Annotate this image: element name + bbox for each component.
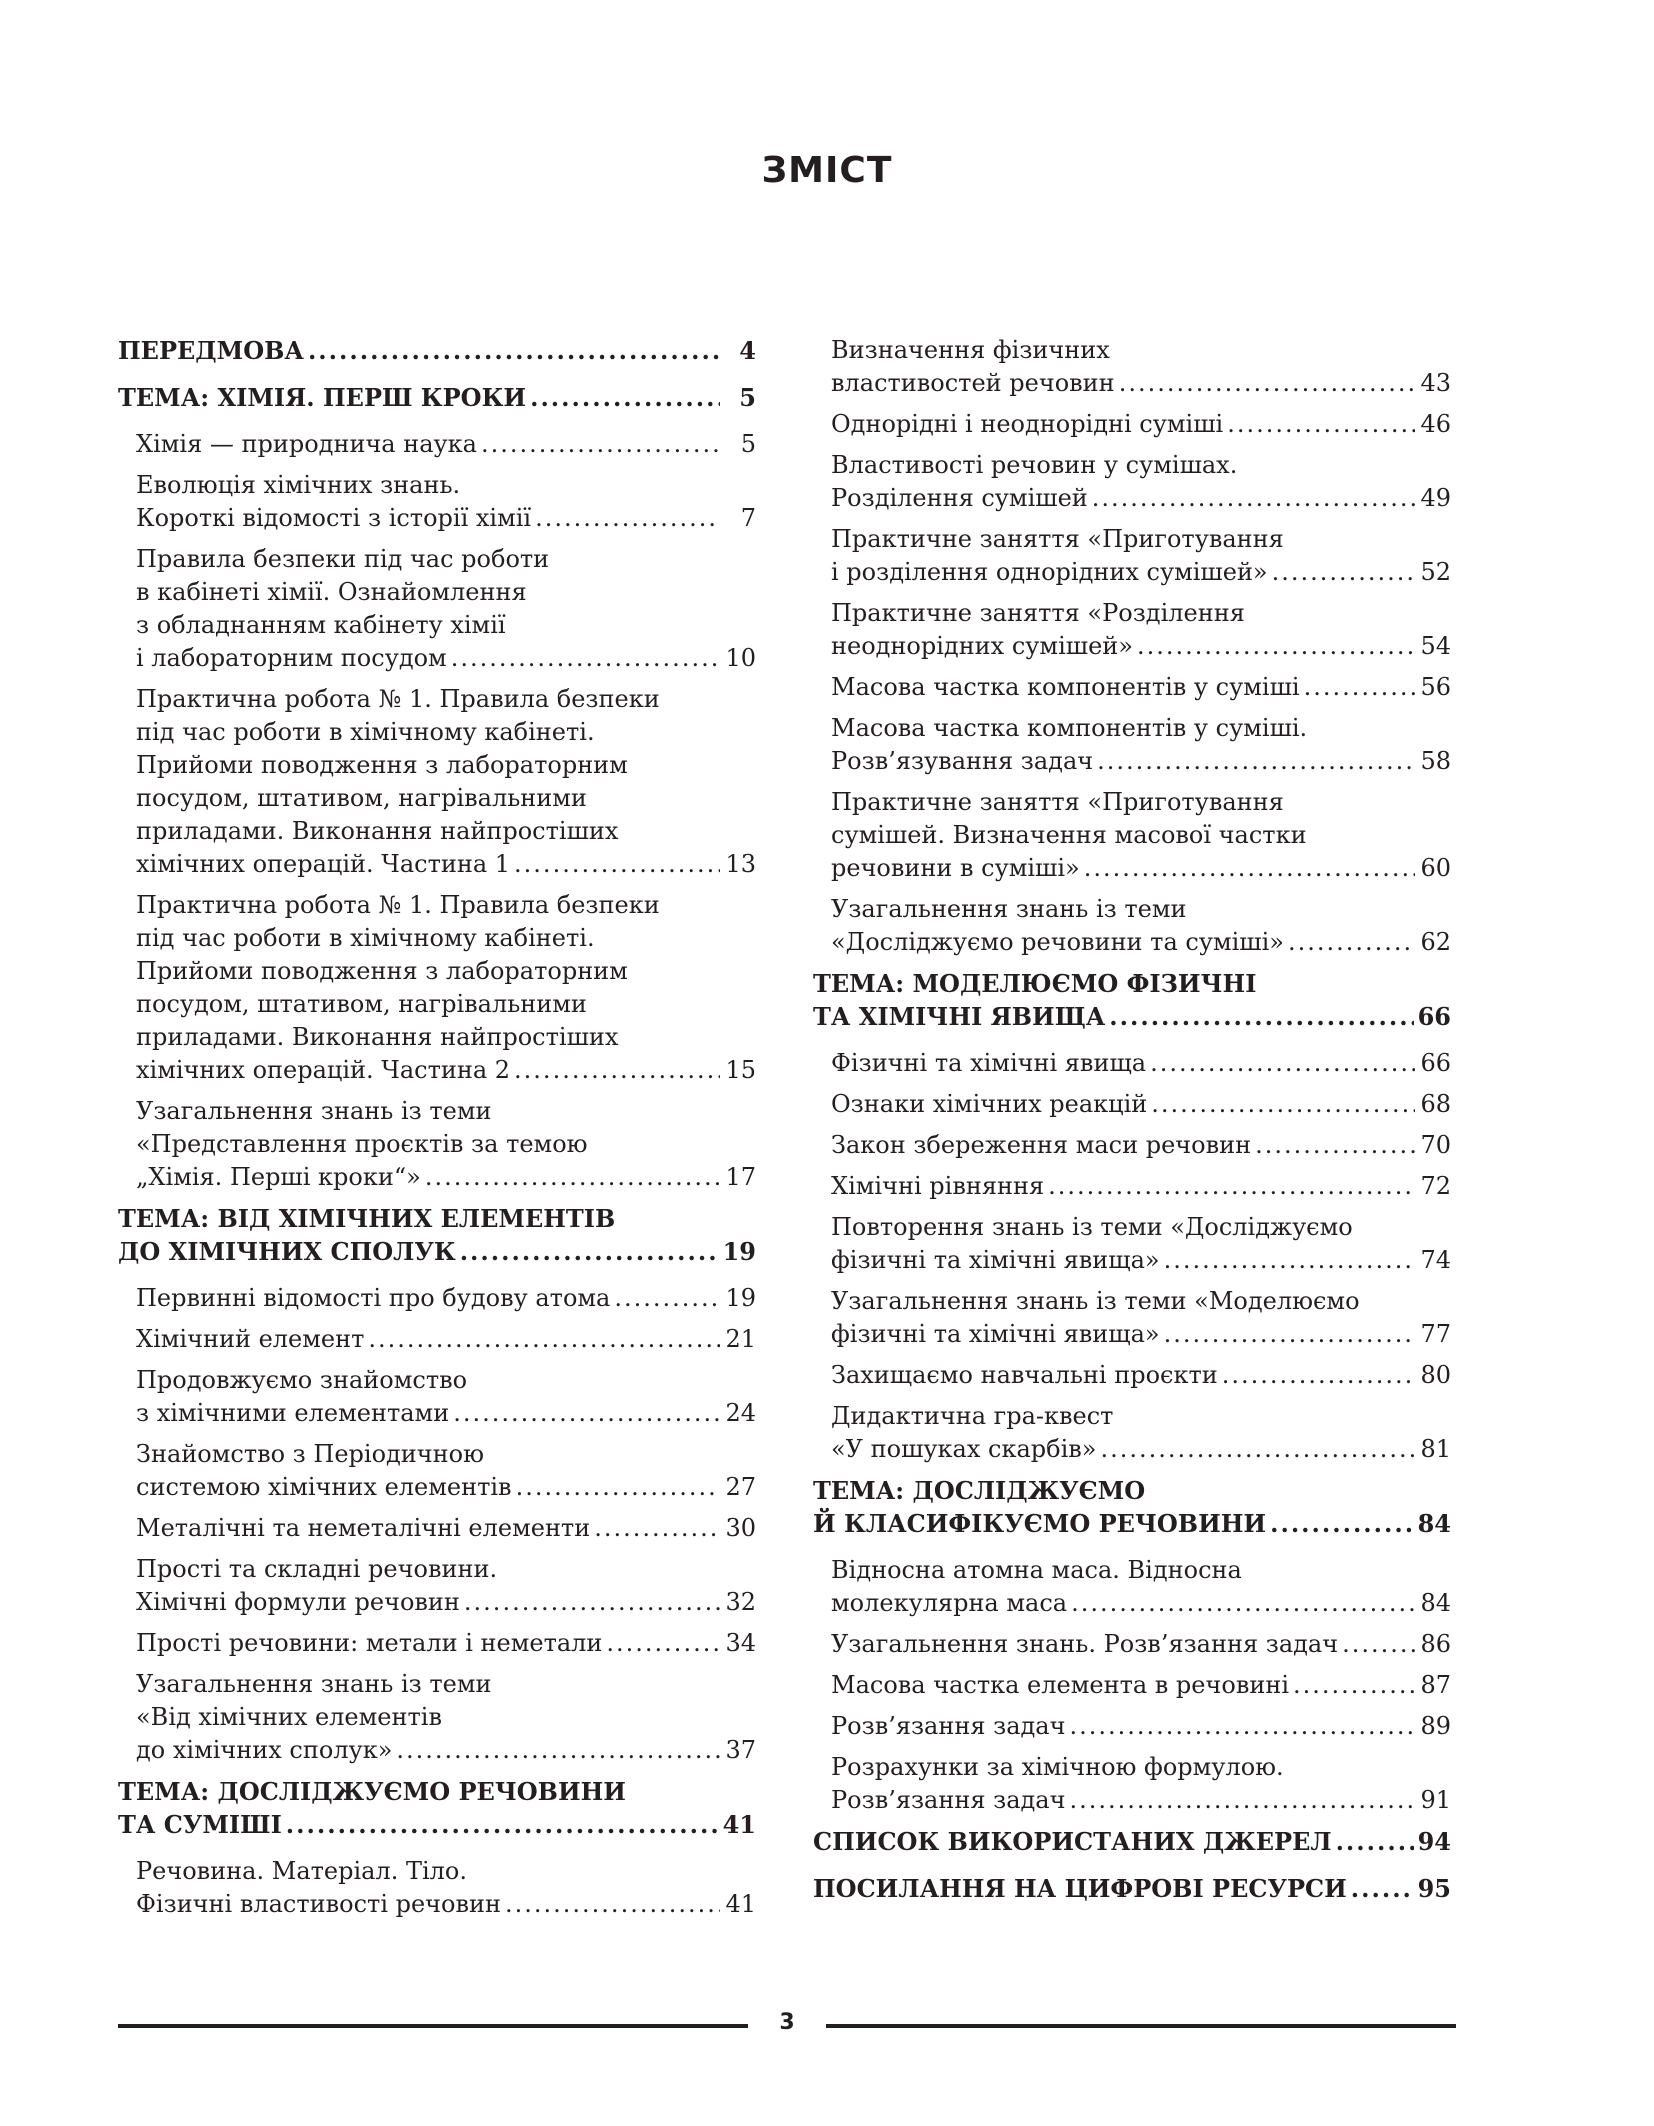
toc-topic-entry: [813, 1474, 1451, 1540]
toc-entry-text: «Від хімічних елементів: [136, 1703, 442, 1731]
toc-entry: [118, 889, 756, 1087]
toc-entry: [118, 1512, 756, 1545]
toc-page-number: 91: [1420, 1786, 1451, 1814]
toc-entry-text: ТЕМА: ХІМІЯ. ПЕРШ КРОКИ: [118, 383, 527, 412]
dot-leader: [1071, 1587, 1415, 1620]
toc-page-number: 87: [1420, 1671, 1451, 1699]
toc-page-number: 74: [1420, 1246, 1451, 1274]
toc-entry: [813, 712, 1451, 778]
dot-leader: [1270, 1507, 1413, 1540]
toc-entry: [813, 1129, 1451, 1162]
toc-page-number: 34: [725, 1629, 756, 1657]
dot-leader: [1109, 1000, 1413, 1033]
toc-entry: [813, 1047, 1451, 1080]
toc-entry: [118, 1855, 756, 1921]
toc-page-number: 68: [1420, 1090, 1451, 1118]
toc-entry-text: сумішей. Визначення масової частки: [831, 821, 1307, 849]
dot-leader: [1092, 482, 1415, 515]
toc-entry: [118, 1668, 756, 1767]
toc-page-number: 86: [1420, 1630, 1451, 1658]
toc-entry: [118, 1364, 756, 1430]
toc-page-number: 72: [1420, 1172, 1451, 1200]
toc-entry: [813, 1211, 1451, 1277]
toc-entry: [813, 1400, 1451, 1466]
toc-entry-text: Практична робота № 1. Правила безпеки: [136, 685, 660, 713]
dot-leader: [460, 1235, 719, 1268]
dot-leader: [1342, 1628, 1415, 1661]
toc-entry-text: ТЕМА: МОДЕЛЮЄМО ФІЗИЧНІ: [813, 969, 1257, 998]
toc-entry: [813, 597, 1451, 663]
toc-page-number: 77: [1420, 1320, 1451, 1348]
dot-leader: [1304, 671, 1415, 704]
toc-entry-text: приладами. Виконання найпростіших: [136, 817, 619, 845]
toc-entry-text: Прості та складні речовини.: [136, 1555, 498, 1583]
dot-leader: [481, 428, 720, 461]
toc-entry-text: Й КЛАСИФІКУЄМО РЕЧОВИНИ: [813, 1509, 1267, 1538]
toc-page-number: 81: [1420, 1435, 1451, 1463]
toc-entry-text: Металічні та неметалічні елементи: [136, 1514, 591, 1542]
toc-entry-text: Практична робота № 1. Правила безпеки: [136, 891, 660, 919]
toc-topic-entry: [118, 381, 756, 414]
toc-page-number: 46: [1420, 410, 1451, 438]
toc-page-number: 89: [1420, 1712, 1451, 1740]
dot-leader: [1272, 556, 1415, 589]
dot-leader: [1084, 852, 1415, 885]
toc-page-number: 32: [725, 1588, 756, 1616]
toc-page-number: 19: [725, 1284, 756, 1312]
toc-entry: [118, 1627, 756, 1660]
toc-entry: [813, 1710, 1451, 1743]
toc-entry: [813, 1751, 1451, 1817]
toc-entry-text: СПИСОК ВИКОРИСТАНИХ ДЖЕРЕЛ: [813, 1827, 1332, 1856]
toc-entry-text: Масова частка елемента в речовині: [831, 1671, 1289, 1699]
toc-entry-text: до хімічних сполук»: [136, 1736, 393, 1764]
toc-page-number: 84: [1420, 1589, 1451, 1617]
dot-leader: [516, 1471, 720, 1504]
toc-page-number: 80: [1420, 1361, 1451, 1389]
dot-leader: [453, 1397, 720, 1430]
toc-entry-text: Хімічні формули речовин: [136, 1588, 460, 1616]
dot-leader: [1097, 745, 1415, 778]
dot-leader: [286, 1808, 719, 1841]
toc-entry-text: Практичне заняття «Приготування: [831, 788, 1284, 816]
dot-leader: [1100, 1433, 1415, 1466]
toc-column-right: [813, 334, 1451, 1919]
dot-leader: [1255, 1129, 1415, 1162]
toc-page-number: 54: [1420, 632, 1451, 660]
page-number: 3: [779, 2010, 795, 2035]
toc-entry-text: Практичне заняття «Приготування: [831, 525, 1284, 553]
toc-entry: [118, 1282, 756, 1315]
toc-entry-text: фізичні та хімічні явища»: [831, 1246, 1160, 1274]
toc-page-number: 70: [1420, 1131, 1451, 1159]
toc-topic-entry: [813, 967, 1451, 1033]
toc-entry-text: ТА СУМІШІ: [118, 1810, 282, 1839]
toc-page-number: 5: [739, 383, 756, 412]
toc-entry-text: Фізичні та хімічні явища: [831, 1049, 1147, 1077]
toc-entry-text: властивостей речовин: [831, 369, 1115, 397]
dot-leader: [1336, 1825, 1414, 1858]
dot-leader: [1150, 1047, 1415, 1080]
toc-entry-text: Продовжуємо знайомство: [136, 1366, 468, 1394]
toc-entry-text: Узагальнення знань із теми: [136, 1670, 492, 1698]
toc-entry-text: в кабінеті хімії. Ознайомлення: [136, 578, 527, 606]
toc-entry-text: Первинні відомості про будову атома: [136, 1284, 611, 1312]
toc-entry: [813, 523, 1451, 589]
toc-entry-text: фізичні та хімічні явища»: [831, 1320, 1160, 1348]
toc-entry-text: посудом, штативом, нагрівальними: [136, 990, 587, 1018]
toc-entry-text: Масова частка компонентів у суміші.: [831, 714, 1308, 742]
toc-entry-text: і лабораторним посудом: [136, 644, 447, 672]
dot-leader: [1069, 1710, 1415, 1743]
page-title: ЗМІСТ: [761, 150, 893, 191]
toc-entry-text: «Представлення проєктів за темою: [136, 1130, 588, 1158]
toc-page-number: 5: [740, 430, 756, 458]
toc-entry-text: Еволюція хімічних знань.: [136, 471, 461, 499]
dot-leader: [530, 381, 720, 414]
dot-leader: [1293, 1669, 1415, 1702]
toc-entry-text: Закон збереження маси речовин: [831, 1131, 1252, 1159]
page-footer: [118, 2010, 1456, 2040]
toc-entry-text: з обладнанням кабінету хімії: [136, 611, 506, 639]
toc-page-number: 62: [1420, 928, 1451, 956]
toc-entry-text: з хімічними елементами: [136, 1399, 450, 1427]
toc-entry-text: і розділення однорідних сумішей»: [831, 558, 1268, 586]
toc-entry-text: Розв’язання задач: [831, 1786, 1066, 1814]
toc-page-number: 95: [1417, 1874, 1451, 1903]
toc-page-number: 43: [1420, 369, 1451, 397]
dot-leader: [606, 1627, 720, 1660]
dot-leader: [1222, 1359, 1415, 1392]
dot-leader: [396, 1734, 720, 1767]
toc-entry: [118, 428, 756, 461]
toc-page-number: 52: [1420, 558, 1451, 586]
toc-entry-text: під час роботи в хімічному кабінеті.: [136, 924, 595, 952]
toc-page-number: 4: [739, 336, 756, 365]
toc-entry-text: ТЕМА: ДОСЛІДЖУЄМО: [813, 1476, 1146, 1505]
toc-entry: [118, 469, 756, 535]
toc-entry-text: Узагальнення знань із теми: [136, 1097, 492, 1125]
dot-leader: [1119, 367, 1415, 400]
toc-topic-entry: [813, 1825, 1451, 1858]
dot-leader: [464, 1586, 720, 1619]
dot-leader: [514, 1054, 720, 1087]
toc-page-number: 21: [725, 1325, 756, 1353]
toc-entry-text: системою хімічних елементів: [136, 1473, 512, 1501]
toc-entry-text: Прості речовини: метали і неметали: [136, 1629, 603, 1657]
toc-entry-text: Розрахунки за хімічною формулою.: [831, 1753, 1284, 1781]
toc-entry-text: Хімічний елемент: [136, 1325, 365, 1353]
toc-entry-text: посудом, штативом, нагрівальними: [136, 784, 587, 812]
toc-page-number: 19: [722, 1237, 756, 1266]
toc-entry: [813, 334, 1451, 400]
toc-entry: [813, 1170, 1451, 1203]
toc-entry-text: ТА ХІМІЧНІ ЯВИЩА: [813, 1002, 1106, 1031]
toc-page-number: 56: [1420, 673, 1451, 701]
toc-topic-entry: [118, 1202, 756, 1268]
toc-entry-text: Ознаки хімічних реакцій: [831, 1090, 1148, 1118]
toc-entry-text: Визначення фізичних: [831, 336, 1110, 364]
toc-entry: [813, 449, 1451, 515]
toc-entry-text: хімічних операцій. Частина 2: [136, 1056, 511, 1084]
dot-leader: [1164, 1318, 1415, 1351]
dot-leader: [1164, 1244, 1415, 1277]
dot-leader: [1069, 1784, 1415, 1817]
dot-leader: [614, 1282, 720, 1315]
toc-entry: [813, 1088, 1451, 1121]
toc-page-number: 58: [1420, 747, 1451, 775]
toc-entry-text: Узагальнення знань. Розв’язання задач: [831, 1630, 1339, 1658]
toc-entry: [118, 1553, 756, 1619]
toc-entry-text: Фізичні властивості речовин: [136, 1890, 502, 1918]
toc-entry-text: ПЕРЕДМОВА: [118, 336, 304, 365]
toc-entry-text: речовини в суміші»: [831, 854, 1080, 882]
dot-leader: [594, 1512, 720, 1545]
toc-page-number: 27: [725, 1473, 756, 1501]
toc-page-number: 66: [1417, 1002, 1451, 1031]
toc-entry-text: Хімічні рівняння: [831, 1172, 1045, 1200]
toc-column-left: [118, 334, 756, 1929]
dot-leader: [308, 334, 720, 367]
toc-entry: [813, 408, 1451, 441]
dot-leader: [1351, 1872, 1414, 1905]
toc-entry-text: Речовина. Матеріал. Тіло.: [136, 1857, 467, 1885]
toc-entry-text: Захищаємо навчальні проєкти: [831, 1361, 1218, 1389]
toc-entry-text: Масова частка компонентів у суміші: [831, 673, 1300, 701]
toc-page-number: 15: [725, 1056, 756, 1084]
toc-entry: [813, 1285, 1451, 1351]
toc-entry: [118, 543, 756, 675]
toc-entry-text: Дидактична гра-квест: [831, 1402, 1114, 1430]
toc-entry-text: Розв’язування задач: [831, 747, 1094, 775]
dot-leader: [514, 848, 720, 881]
toc-entry-text: Знайомство з Періодичною: [136, 1440, 484, 1468]
toc-page-number: 41: [722, 1810, 756, 1839]
dot-leader: [1288, 926, 1415, 959]
toc-entry-text: Розділення сумішей: [831, 484, 1088, 512]
toc-entry-text: хімічних операцій. Частина 1: [136, 850, 511, 878]
toc-entry-text: Хімія — природнича наука: [136, 430, 477, 458]
toc-entry-text: Практичне заняття «Розділення: [831, 599, 1245, 627]
toc-entry-text: під час роботи в хімічному кабінеті.: [136, 718, 595, 746]
toc-entry-text: Відносна атомна маса. Відносна: [831, 1556, 1242, 1584]
toc-entry-text: „Хімія. Перші кроки“»: [136, 1163, 421, 1191]
footer-rule-left: [118, 2024, 748, 2028]
toc-entry-text: ТЕМА: ВІД ХІМІЧНИХ ЕЛЕМЕНТІВ: [118, 1204, 616, 1233]
dot-leader: [425, 1161, 720, 1194]
dot-leader: [368, 1323, 720, 1356]
toc-page-number: 49: [1420, 484, 1451, 512]
toc-entry: [118, 683, 756, 881]
footer-rule-right: [826, 2024, 1456, 2028]
toc-topic-entry: [118, 1775, 756, 1841]
dot-leader: [535, 502, 720, 535]
toc-topic-entry: [118, 334, 756, 367]
toc-entry: [813, 1669, 1451, 1702]
toc-entry-text: Розв’язання задач: [831, 1712, 1066, 1740]
toc-page-number: 94: [1417, 1827, 1451, 1856]
toc-entry: [813, 786, 1451, 885]
toc-entry: [118, 1095, 756, 1194]
toc-entry-text: «Досліджуємо речовини та суміші»: [831, 928, 1284, 956]
toc-page-number: 30: [725, 1514, 756, 1542]
toc-page-number: 24: [725, 1399, 756, 1427]
dot-leader: [451, 642, 720, 675]
toc-entry: [813, 671, 1451, 704]
toc-page-number: 84: [1417, 1509, 1451, 1538]
toc-page-number: 13: [725, 850, 756, 878]
dot-leader: [1137, 630, 1415, 663]
toc-entry-text: приладами. Виконання найпростіших: [136, 1023, 619, 1051]
toc-entry: [813, 1628, 1451, 1661]
dot-leader: [1048, 1170, 1415, 1203]
toc-page-number: 7: [740, 504, 756, 532]
toc-entry-text: «У пошуках скарбів»: [831, 1435, 1097, 1463]
toc-entry-text: Правила безпеки під час роботи: [136, 545, 550, 573]
toc-page-number: 17: [725, 1163, 756, 1191]
toc-entry: [118, 1323, 756, 1356]
dot-leader: [505, 1888, 720, 1921]
toc-entry-text: Узагальнення знань із теми: [831, 895, 1187, 923]
toc-entry-text: Повторення знань із теми «Досліджуємо: [831, 1213, 1353, 1241]
toc-page-number: 66: [1420, 1049, 1451, 1077]
toc-entry-text: Властивості речовин у сумішах.: [831, 451, 1238, 479]
toc-entry-text: ТЕМА: ДОСЛІДЖУЄМО РЕЧОВИНИ: [118, 1777, 626, 1806]
toc-page-number: 10: [725, 644, 756, 672]
toc-entry-text: молекулярна маса: [831, 1589, 1068, 1617]
toc-entry-text: ДО ХІМІЧНИХ СПОЛУК: [118, 1237, 456, 1266]
toc-entry: [118, 1438, 756, 1504]
toc-entry-text: Прийоми поводження з лабораторним: [136, 957, 628, 985]
toc-entry-text: ПОСИЛАННЯ НА ЦИФРОВІ РЕСУРСИ: [813, 1874, 1347, 1903]
toc-topic-entry: [813, 1872, 1451, 1905]
dot-leader: [1227, 408, 1415, 441]
toc-entry-text: Узагальнення знань із теми «Моделюємо: [831, 1287, 1360, 1315]
toc-entry-text: Прийоми поводження з лабораторним: [136, 751, 628, 779]
toc-entry: [813, 1359, 1451, 1392]
toc-entry-text: Однорідні і неоднорідні суміші: [831, 410, 1224, 438]
toc-entry: [813, 893, 1451, 959]
dot-leader: [1151, 1088, 1415, 1121]
toc-page-number: 37: [725, 1736, 756, 1764]
toc-page-number: 41: [725, 1890, 756, 1918]
toc-entry-text: Короткі відомості з історії хімії: [136, 504, 532, 532]
toc-entry: [813, 1554, 1451, 1620]
toc-entry-text: неоднорідних сумішей»: [831, 632, 1133, 660]
toc-page-number: 60: [1420, 854, 1451, 882]
